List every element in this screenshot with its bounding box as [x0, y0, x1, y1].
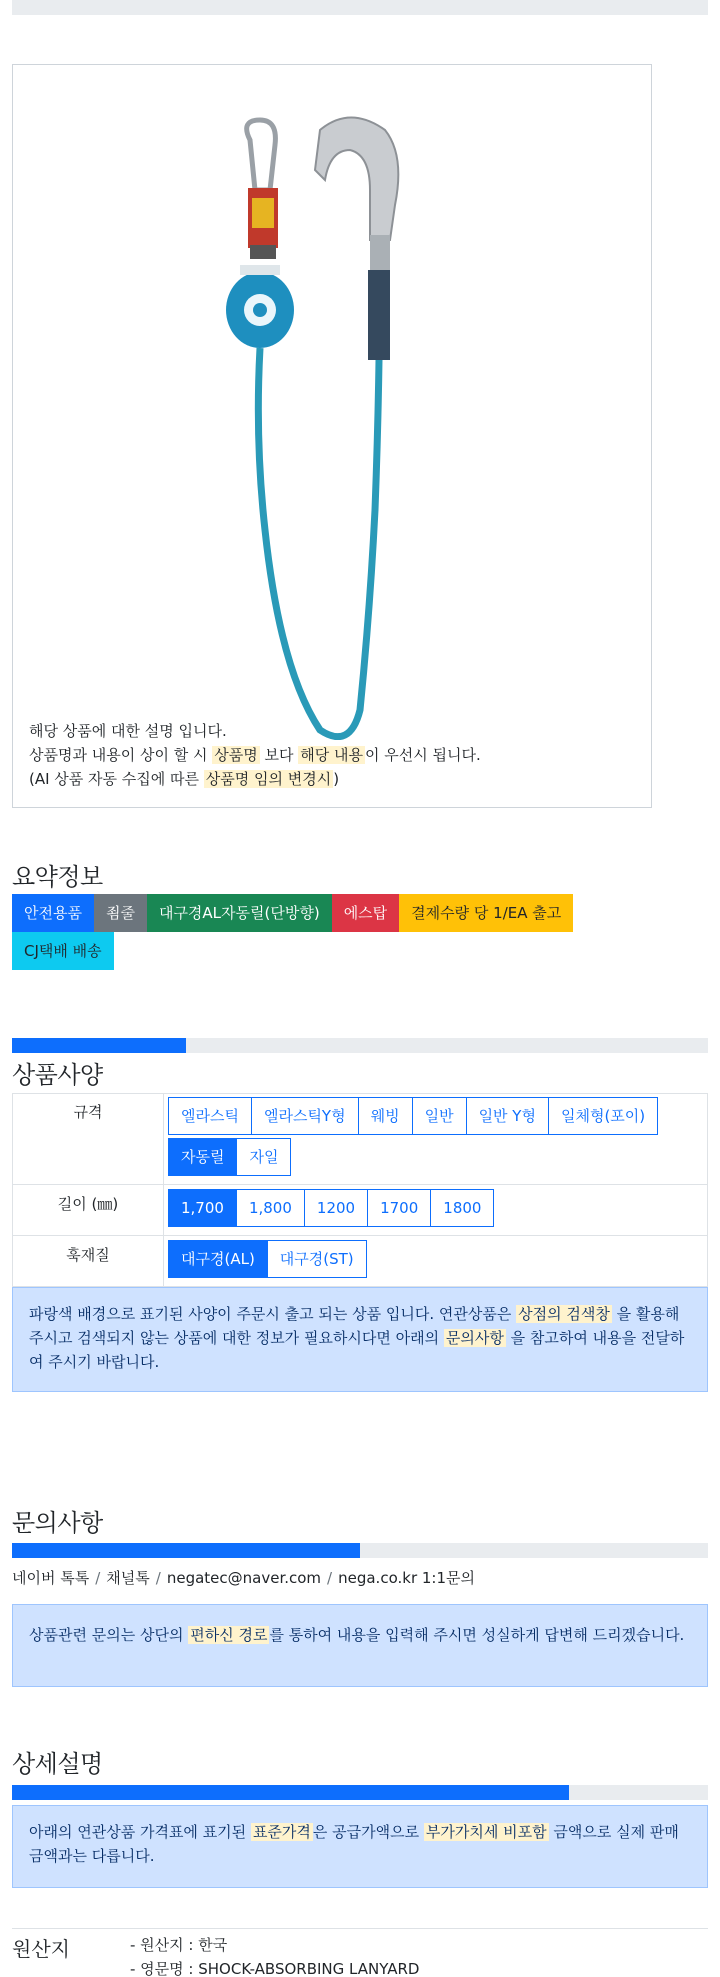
- description-highlight: 상품명: [214, 746, 258, 764]
- detail-notice-text: 은 공급가액으로: [312, 1823, 424, 1841]
- product-description: [29, 719, 481, 791]
- spec-option-button[interactable]: 대구경(AL): [168, 1240, 268, 1278]
- product-image: [220, 110, 450, 740]
- channel-separator: /: [95, 1569, 101, 1587]
- spec-row-size: [12, 1093, 708, 1185]
- spec-notice-text: 파랑색 배경으로 표기된 사양이 주문시 출고 되는 상품 입니다. 연관상품은: [29, 1305, 517, 1323]
- spec-options: [168, 1189, 698, 1227]
- spec-options: [168, 1097, 698, 1176]
- spec-option-button[interactable]: 일반: [412, 1097, 467, 1135]
- spec-notice-highlight: 상점의 검색창: [518, 1305, 610, 1323]
- summary-badge: CJ택배 배송: [12, 932, 114, 970]
- spec-option-button[interactable]: 일반 Y형: [466, 1097, 549, 1135]
- spec-divider: [163, 1185, 164, 1235]
- description-line: [29, 767, 481, 791]
- detail-progress-fill: [12, 1785, 569, 1800]
- spec-progress: [12, 1038, 708, 1053]
- spec-option-button[interactable]: 자동릴: [168, 1138, 237, 1176]
- inquiry-title: 문의사항: [12, 1509, 103, 1537]
- detail-notice: [12, 1805, 708, 1888]
- description-line: [29, 719, 481, 743]
- description-text: 상품명과 내용이 상이 할 시: [29, 746, 213, 764]
- detail-notice-highlight: 표준가격: [252, 1823, 311, 1841]
- description-highlight: 해당 내용: [300, 746, 363, 764]
- spec-notice-highlight: 문의사항: [445, 1329, 504, 1347]
- spec-notice-text: 을 참고하여 내용을 전달하여 주시기 바랍니다.: [29, 1329, 685, 1371]
- spec-title: 상품사양: [12, 1061, 103, 1089]
- spec-option-button[interactable]: 일체형(포이): [548, 1097, 658, 1135]
- spec-notice-text: 을 활용해 주시고 검색되지 않는 상품에 대한 정보가 필요하시다면 아래의: [29, 1305, 680, 1347]
- spec-option-button[interactable]: 엘라스틱Y형: [251, 1097, 359, 1135]
- product-card: [12, 64, 652, 808]
- contact-channel-link[interactable]: 채널톡: [106, 1569, 150, 1587]
- inquiry-progress: [12, 1543, 708, 1558]
- contact-channel-link[interactable]: 네이버 톡톡: [12, 1569, 90, 1587]
- detail-progress: [12, 1785, 708, 1800]
- contact-channel-link[interactable]: negatec@naver.com: [166, 1569, 322, 1587]
- summary-badge: 결제수량 당 1/EA 출고: [399, 894, 573, 932]
- spec-option-button[interactable]: 1,700: [168, 1189, 237, 1227]
- spec-option-button[interactable]: 1200: [304, 1189, 368, 1227]
- origin-list: [130, 1933, 419, 1977]
- summary-badges: [12, 894, 612, 970]
- contact-channels: [12, 1567, 475, 1588]
- description-text: 이 우선시 됩니다.: [364, 746, 481, 764]
- inquiry-notice: [12, 1604, 708, 1687]
- spec-row-label: 길이 (㎜): [57, 1195, 119, 1213]
- description-line: [29, 743, 481, 767]
- summary-badge: 죔줄: [94, 894, 147, 932]
- detail-notice-text: 아래의 연관상품 가격표에 표기된: [29, 1823, 251, 1841]
- summary-badge: 안전용품: [12, 894, 94, 932]
- spec-row-hook-material: [12, 1236, 708, 1287]
- spec-option-button[interactable]: 1,800: [236, 1189, 305, 1227]
- detail-notice-text: 금액으로 실제 판매금액과는 다릅니다.: [29, 1823, 679, 1865]
- origin-item: - 영문명 : SHOCK-ABSORBING LANYARD: [130, 1960, 420, 1977]
- contact-channel-link[interactable]: nega.co.kr 1:1문의: [338, 1569, 475, 1587]
- description-text: 보다: [259, 746, 299, 764]
- spec-row-length: [12, 1185, 708, 1236]
- detail-notice-highlight: 부가가치세 비포함: [425, 1823, 547, 1841]
- spec-row-label: 훅재질: [66, 1246, 110, 1264]
- spec-option-button[interactable]: 1700: [367, 1189, 431, 1227]
- spec-option-button[interactable]: 1800: [430, 1189, 494, 1227]
- origin-item: - 원산지 : 한국: [130, 1936, 228, 1954]
- spec-notice: [12, 1287, 708, 1392]
- spec-divider: [163, 1236, 164, 1286]
- spec-option-button[interactable]: 엘라스틱: [168, 1097, 252, 1135]
- inquiry-notice-text: 상품관련 문의는 상단의: [29, 1626, 189, 1644]
- channel-separator: /: [327, 1569, 333, 1587]
- spec-option-button[interactable]: 대구경(ST): [267, 1240, 367, 1278]
- spec-option-button[interactable]: 자일: [236, 1138, 291, 1176]
- detail-title: 상세설명: [12, 1750, 103, 1778]
- description-highlight: 상품명 임의 변경시: [205, 770, 332, 788]
- inquiry-notice-text: 를 통하여 내용을 입력해 주시면 성실하게 답변해 드리겠습니다.: [269, 1626, 685, 1644]
- summary-badge: 에스탑: [332, 894, 399, 932]
- description-text: 해당 상품에 대한 설명 입니다.: [29, 722, 227, 740]
- spec-progress-fill: [12, 1038, 186, 1053]
- description-text: (AI 상품 자동 수집에 따른: [29, 770, 204, 788]
- origin-label: 원산지: [12, 1937, 70, 1961]
- summary-title: 요약정보: [12, 863, 103, 891]
- channel-separator: /: [155, 1569, 161, 1587]
- spec-options: [168, 1240, 698, 1278]
- spec-row-label: 규격: [73, 1103, 103, 1121]
- spec-option-button[interactable]: 웨빙: [358, 1097, 413, 1135]
- top-progress-bar: [12, 0, 708, 15]
- inquiry-progress-fill: [12, 1543, 360, 1558]
- inquiry-notice-highlight: 편하신 경로: [190, 1626, 268, 1644]
- origin-section: [12, 1928, 708, 1977]
- description-text: ): [333, 770, 340, 788]
- spec-divider: [163, 1093, 164, 1184]
- summary-badge: 대구경AL자동릴(단방향): [147, 894, 332, 932]
